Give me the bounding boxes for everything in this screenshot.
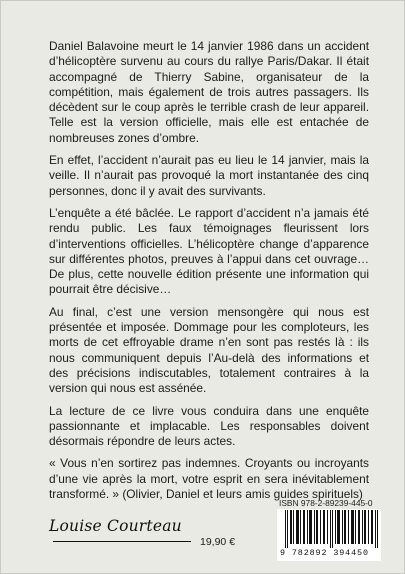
publisher-logo: Louise Courteau [49,517,182,535]
paragraph-4: Au final, c’est une version mensongère qui nous est présentée et imposée. Dommage pour les comploteurs, les morts de cet effroyable drame n’en sont pas restés là : ils nous communiquent depuis l’Au-delà des informations et des précisions indiscutables, totalement contraires à la version qui nous est assénée. [49,304,369,396]
isbn-label: ISBN 978-2-89239-445-0 [279,498,373,508]
paragraph-5: La lecture de ce livre vous conduira dans une enquête passionnante et implacable. Les responsables doivent désormais répondre de leurs actes. [49,403,369,449]
back-cover-text [49,39,369,509]
paragraph-3: L’enquête a été bâclée. Le rapport d’accident n’a jamais été rendu public. Les faux témoignages fleurissent lors d’interventions officielles. L’hélicoptère change d’apparence sur différentes photos, preuves à l’appui dans cet ouvrage… De plus, cette nouvelle édition présente une information qui pourrait être décisive… [49,205,369,297]
logo-underline [53,541,191,542]
barcode-icon [285,510,379,548]
barcode-number: 9 782892 394450 [280,548,369,558]
paragraph-2: En effet, l’accident n’aurait pas eu lieu le 14 janvier, mais la veille. Il n’aurait pas provoqué la mort instantanée des cinq personnes, donc il y avait des survivants. [49,153,369,198]
paragraph-6-quote: « Vous n’en sortirez pas indemnes. Croyants ou incroyants d’une vie après la mort, votre esprit en sera inévitablement transformé. » (Olivier, Daniel et leurs amis guides spirituels) [49,456,369,502]
paragraph-1: Daniel Balavoine meurt le 14 janvier 1986 dans un accident d’hélicoptère survenu au cours du rallye Paris/Dakar. Il était accompagné de Thierry Sabine, organisateur de la compétition, mais également de trois autres passagers. Ils décèdent sur le coup après le terrible crash de leur appareil. Telle est la version officielle, mais elle est entachée de nombreuses zones d’ombre. [49,39,369,145]
price: 19,90 € [200,536,236,548]
